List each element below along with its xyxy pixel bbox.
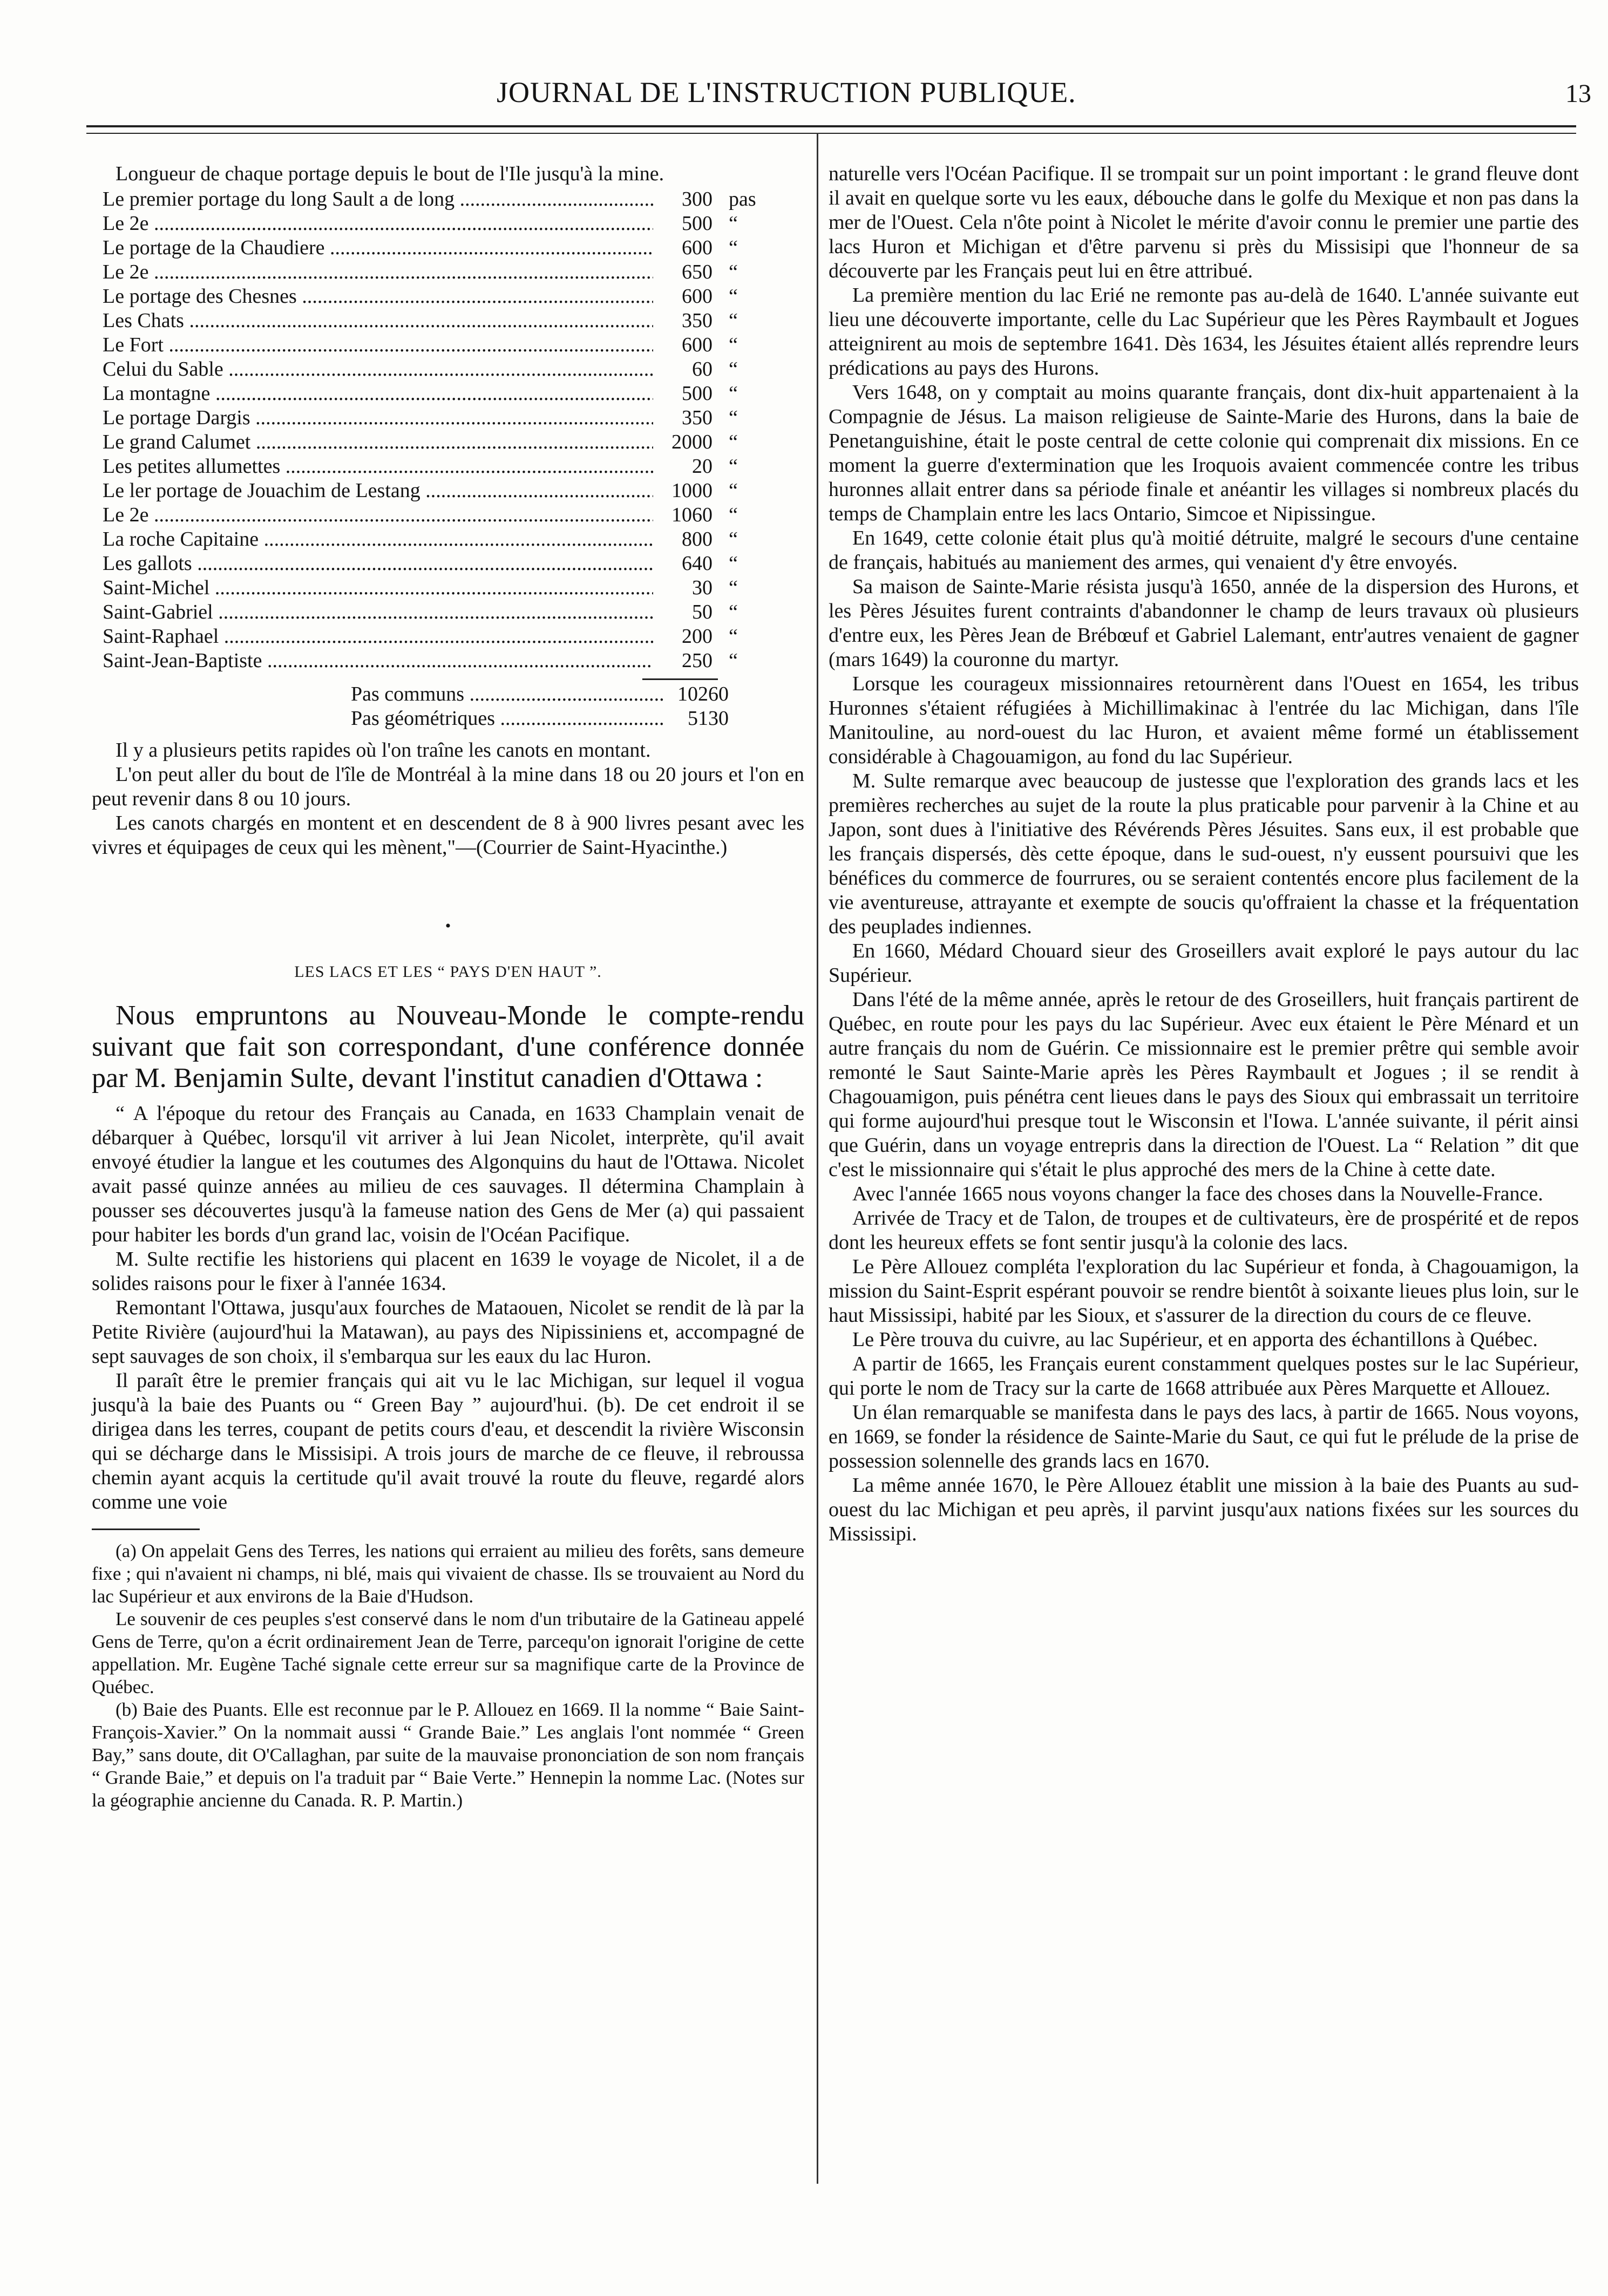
portage-row: [103, 212, 804, 236]
portage-length: 30: [692, 576, 713, 599]
total-row: [351, 682, 804, 707]
paragraph: La même année 1670, le Père Allouez établit une mission à la baie des Puants au sud-ouest du lac Michigan et peu après, il parvint jusqu'aux nations fixées sur les sources du Mississipi.: [829, 1474, 1579, 1545]
paragraph: Vers 1648, on y comptait au moins quarante français, dont dix-huit appartenaient à la Compagnie de Jésus. La maison religieuse de Sainte-Marie des Hurons, dans la baie de Penetanguishine, était le poste central de cette colonie qui comprenait dix missions. En ce moment la guerre d'extermination que les Iroquois avaient commencée contre les tribus huronnes allait entrer dans sa période finale et anéantir les villages si nombreux placés du temps de Champlain entre les lacs Ontario, Simcoe et Nipissingue.: [829, 381, 1579, 525]
portage-name: Le 2e .....: [103, 260, 653, 284]
portage-unit: “: [729, 382, 738, 405]
portage-unit: “: [729, 334, 738, 356]
right-column: [829, 162, 1579, 1546]
paragraph: Les canots chargés en montent et en descendent de 8 à 900 livres pesant avec les vivres et équipages de ceux qui les mènent,"—(Courrier de Saint-Hyacinthe.): [92, 812, 804, 859]
portage-length: 350: [682, 309, 713, 332]
portage-name: Le 2e .....: [103, 212, 653, 236]
paragraph: Sa maison de Sainte-Marie résista jusqu'à 1650, année de la dispersion des Hurons, et les Pères Jésuites furent contraints d'abandonner le champ de leurs travaux où plusieurs d'entre eux, les Pères Jean de Brébœuf et Gabriel Lalemant, entr'autres venaient de gagner (mars 1649) la couronne du martyr.: [829, 575, 1579, 671]
portage-length: 1060: [671, 504, 713, 526]
portage-unit: “: [729, 406, 738, 429]
portage-name: Les Chats .....: [103, 309, 653, 333]
portage-row: [103, 454, 804, 479]
portage-table: [103, 187, 804, 673]
portage-row: [103, 479, 804, 503]
portage-name: Le Fort .....: [103, 333, 653, 357]
portage-row: [103, 357, 804, 382]
paragraph: A partir de 1665, les Français eurent constamment quelques postes sur le lac Supérieur, qui porte le nom de Tracy sur la carte de 1668 attribuée aux Pères Marquette et Allouez.: [829, 1353, 1579, 1400]
portage-name: Le grand Calumet .....: [103, 430, 653, 454]
portage-unit: “: [729, 552, 738, 575]
portage-unit: “: [729, 358, 738, 381]
portage-name: La montagne .....: [103, 382, 653, 406]
portage-name: Saint-Jean-Baptiste .....: [103, 649, 653, 673]
footnote-rule: [92, 1529, 200, 1530]
paragraph: En 1649, cette colonie était plus qu'à moitié détruite, malgré le secours d'une centaine de français, habitués au maniement des armes, qui venaient d'y être envoyés.: [829, 527, 1579, 574]
paragraph: Le Père Allouez compléta l'exploration du lac Supérieur et fonda, à Chagouamigon, la mission du Saint-Esprit espérant pouvoir se rendre bientôt à soixante lieues plus loin, sur le haut Mississipi, habité par les Sioux, et s'assurer de la direction du cours de ce fleuve.: [829, 1255, 1579, 1327]
portage-unit: “: [729, 309, 738, 332]
portage-unit: “: [729, 504, 738, 526]
paragraph: En 1660, Médard Chouard sieur des Groseillers avait exploré le pays autour du lac Supérieur.: [829, 940, 1579, 987]
total-value: 5130: [688, 707, 729, 730]
portage-length: 350: [682, 406, 713, 429]
page-number: 13: [1565, 79, 1591, 108]
portage-unit: “: [729, 528, 738, 551]
portage-unit: “: [729, 285, 738, 308]
paragraph: M. Sulte rectifie les historiens qui placent en 1639 le voyage de Nicolet, il a de solides raisons pour le fixer à l'année 1634.: [92, 1248, 804, 1295]
total-value: 10260: [677, 683, 729, 705]
portage-intro: Longueur de chaque portage depuis le bout de l'Ile jusqu'à la mine.: [116, 162, 664, 185]
paragraph: L'on peut aller du bout de l'île de Montréal à la mine dans 18 ou 20 jours et l'on en peut revenir dans 8 ou 10 jours.: [92, 763, 804, 810]
portage-name: Saint-Gabriel .....: [103, 600, 653, 624]
portage-row: [103, 333, 804, 357]
portage-unit: “: [729, 479, 738, 502]
portage-name: Celui du Sable .....: [103, 357, 653, 382]
portage-name: Le ler portage de Jouachim de Lestang .....: [103, 479, 653, 503]
portage-name: Saint-Michel .....: [103, 576, 653, 600]
footnotes: [92, 1540, 804, 1812]
portage-row: [103, 624, 804, 649]
portage-length: 640: [682, 552, 713, 575]
portage-row: [103, 284, 804, 309]
column-divider: [817, 133, 818, 2184]
paragraph: La première mention du lac Erié ne remonte pas au-delà de 1640. L'année suivante eut lieu une découverte importante, celle du Lac Supérieur que les Pères Raymbault et Jogues atteignirent au mois de septembre 1641. Dès 1634, les Jésuites étaient allés reprendre leurs prédications au pays des Hurons.: [829, 284, 1579, 379]
paragraph: Il paraît être le premier français qui ait vu le lac Michigan, sur lequel il vogua jusqu'à la baie des Puants ou “ Green Bay ” aujourd'hui. (b). De cet endroit il se dirigea dans les terres, coupant de petits cours d'eau, et descendit la rivière Wisconsin qui se décharge dans le Missisipi. A trois jours de marche de ce fleuve, il rebroussa chemin ayant acquis la certitude qu'il avait trouvé la route du fleuve, regardé alors comme une voie: [92, 1369, 804, 1513]
total-label: Pas communs .....: [351, 682, 664, 707]
portage-name: Les gallots .....: [103, 552, 653, 576]
portage-name: Le portage des Chesnes .....: [103, 284, 653, 309]
journal-title: JOURNAL DE L'INSTRUCTION PUBLIQUE.: [497, 76, 1076, 108]
paragraph: Arrivée de Tracy et de Talon, de troupes et de cultivateurs, ère de prospérité et de repos dont les heureux effets se font sentir jusqu'à la colonie des lacs.: [829, 1207, 1579, 1254]
portage-unit: “: [729, 212, 738, 235]
header-rule-thin: [86, 133, 1576, 134]
portage-length: 600: [682, 236, 713, 259]
article-intro: Nous empruntons au Nouveau-Monde le compte-rendu suivant que fait son correspondant, d'une conférence donnée par M. Benjamin Sulte, devant l'institut canadien d'Ottawa :: [92, 1000, 804, 1093]
header-rule: [86, 125, 1576, 127]
portage-row: [103, 309, 804, 333]
page-header: [86, 76, 1598, 119]
paragraph: Dans l'été de la même année, après le retour de des Groseillers, huit français partirent de Québec, en route pour les pays du lac Supérieur. Avec eux étaient le Père Ménard et un autre français du nom de Guérin. Ce missionnaire est le premier prêtre qui semble avoir remonté le Saut Sainte-Marie après les Pères Raymbault et Jogues ; il se rendit à Chagouamigon, puis pénétra cent lieues dans le pays des Sioux qui embrassait un territoire qui forme aujourd'hui presque tout le Wisconsin et l'Iowa. L'année suivante, il périt ainsi que Guérin, dans un voyage entrepris dans la direction de l'Ouest. La “ Relation ” dit que c'est le missionnaire qui s'était le plus approché des mers de la Chine à cette date.: [829, 988, 1579, 1181]
portage-name: Le portage de la Chaudiere .....: [103, 236, 653, 260]
portage-length: 500: [682, 212, 713, 235]
paragraph: “ A l'époque du retour des Français au Canada, en 1633 Champlain venait de débarquer à Québec, lorsqu'il vit arriver à lui Jean Nicolet, interprète, qu'il avait envoyé étudier la langue et les coutumes des Algonquins du haut de l'Ottawa. Nicolet avait passé quinze années au milieu de ces sauvages. Il détermina Champlain à pousser ses découvertes jusqu'à la fameuse nation des Gens de Mer (a) qui passaient pour habiter les bords d'un grand lac, voisin de l'Océan Pacifique.: [92, 1102, 804, 1246]
paragraph: M. Sulte remarque avec beaucoup de justesse que l'exploration des grands lacs et les premières recherches au sujet de la route la plus praticable pour parvenir à la Chine et au Japon, sont dues à l'initiative des Révérends Pères Jésuites. Sans eux, il est probable que les français dispersés, dès cette époque, dans le sud-ouest, n'y eussent poursuivi que les bénéfices du commerce de fourrures, ou se seraient contentés encore plus facilement de la vie aventureuse, attrayante et exempte de soucis qu'offraient la chasse et la fréquentation des peuplades indiennes.: [829, 770, 1579, 938]
portage-length: 650: [682, 261, 713, 283]
totals-rule: [642, 678, 718, 680]
section-separator: •: [445, 917, 451, 935]
paragraph: Avec l'année 1665 nous voyons changer la face des choses dans la Nouvelle-France.: [852, 1183, 1543, 1205]
portage-length: 600: [682, 334, 713, 356]
portage-unit: “: [729, 601, 738, 623]
portage-unit: “: [729, 649, 738, 672]
portage-row: [103, 187, 804, 212]
section-title: LES LACS ET LES “ PAYS D'EN HAUT ”.: [294, 963, 602, 981]
portage-name: Saint-Raphael .....: [103, 624, 653, 649]
portage-name: Le portage Dargis .....: [103, 406, 653, 430]
portage-length: 800: [682, 528, 713, 551]
paragraph: naturelle vers l'Océan Pacifique. Il se trompait sur un point important : le grand fleuve dont il avait en quelque sorte vu les eaux, débouche dans le golfe du Mexique et non pas dans la mer de l'Ouest. Cela n'ôte point à Nicolet le mérite d'avoir connu le premier une partie des lacs Huron et Michigan et d'être parvenu si près du Missisipi que l'honneur de sa découverte par les Français peut lui en être attribué.: [829, 162, 1579, 282]
paragraph: Lorsque les courageux missionnaires retournèrent dans l'Ouest en 1654, les tribus Huronnes s'étaient réfugiées à Michillimakinac à l'entrée du lac Michigan, dans l'île Manitouline, au nord-ouest du lac Huron, et avaient même formé un établissement considérable à Chagouamigon, au fond du lac Supérieur.: [829, 673, 1579, 768]
portage-row: [103, 576, 804, 600]
article-body-left: [92, 1102, 804, 1514]
portage-length: 1000: [671, 479, 713, 502]
portage-length: 20: [692, 455, 713, 478]
paragraph: Remontant l'Ottawa, jusqu'aux fourches de Mataouen, Nicolet se rendit de là par la Petite Rivière (aujourd'hui la Matawan), au pays des Nipissiniens et, accompagné de sept sauvages de son choix, il s'embarqua sur les eaux du lac Huron.: [92, 1296, 804, 1368]
portage-unit: “: [729, 236, 738, 259]
portage-unit: “: [729, 431, 738, 453]
portage-name: La roche Capitaine .....: [103, 527, 653, 552]
portage-name: Les petites allumettes .....: [103, 454, 653, 479]
left-column: [92, 162, 804, 1812]
portage-unit: “: [729, 261, 738, 283]
portage-unit: pas: [729, 188, 756, 210]
portage-row: [103, 260, 804, 284]
total-label: Pas géométriques .....: [351, 707, 664, 731]
paragraph: Le Père trouva du cuivre, au lac Supérieur, et en apporta des échantillons à Québec.: [852, 1328, 1538, 1351]
portage-length: 300: [682, 188, 713, 210]
portage-row: [103, 552, 804, 576]
portage-length: 250: [682, 649, 713, 672]
portage-row: [103, 430, 804, 454]
portage-length: 600: [682, 285, 713, 308]
portage-row: [103, 600, 804, 624]
footnote: (b) Baie des Puants. Elle est reconnue par le P. Allouez en 1669. Il la nomme “ Baie Saint-François-Xavier.” On la nommait aussi “ Grande Baie.” Les anglais l'ont nommée “ Green Bay,” sans doute, dit O'Callaghan, par suite de la mauvaise prononciation de son nom français “ Grande Baie,” et depuis on l'a traduit par “ Baie Verte.” Hennepin la nomme Lac. (Notes sur la géographie ancienne du Canada. R. P. Martin.): [92, 1699, 804, 1811]
portage-unit: “: [729, 576, 738, 599]
portage-row: [103, 649, 804, 673]
footnote: Le souvenir de ces peuples s'est conservé dans le nom d'un tributaire de la Gatineau appelé Gens de Terre, qu'on a écrit ordinairement Jean de Terre, parcequ'on ignorait l'origine de cette appellation. Mr. Eugène Taché signale cette erreur sur sa magnifique carte de la Province de Québec.: [92, 1608, 804, 1697]
portage-length: 200: [682, 625, 713, 648]
portage-totals: [351, 682, 804, 731]
after-table-paragraphs: [92, 738, 804, 860]
portage-name: Le premier portage du long Sault a de long .....: [103, 187, 653, 212]
footnote: (a) On appelait Gens des Terres, les nations qui erraient au milieu des forêts, sans demeure fixe ; qui n'avaient ni champs, ni blé, mais qui vivaient de chasse. Ils se trouvaient au Nord du lac Supérieur et aux environs de la Baie d'Hudson.: [92, 1540, 804, 1607]
portage-length: 500: [682, 382, 713, 405]
portage-name: Le 2e .....: [103, 503, 653, 527]
portage-row: [103, 527, 804, 552]
portage-unit: “: [729, 455, 738, 478]
portage-length: 60: [692, 358, 713, 381]
portage-length: 2000: [671, 431, 713, 453]
paragraph: Il y a plusieurs petits rapides où l'on traîne les canots en montant.: [116, 739, 651, 762]
portage-row: [103, 503, 804, 527]
portage-unit: “: [729, 625, 738, 648]
paragraph: Un élan remarquable se manifesta dans le pays des lacs, à partir de 1665. Nous voyons, en 1669, se fonder la résidence de Sainte-Marie du Saut, ce qui fut le prélude de la prise de possession solennelle des grands lacs en 1670.: [829, 1401, 1579, 1472]
portage-row: [103, 236, 804, 260]
portage-row: [103, 382, 804, 406]
portage-length: 50: [692, 601, 713, 623]
total-row: [351, 707, 804, 731]
portage-row: [103, 406, 804, 430]
